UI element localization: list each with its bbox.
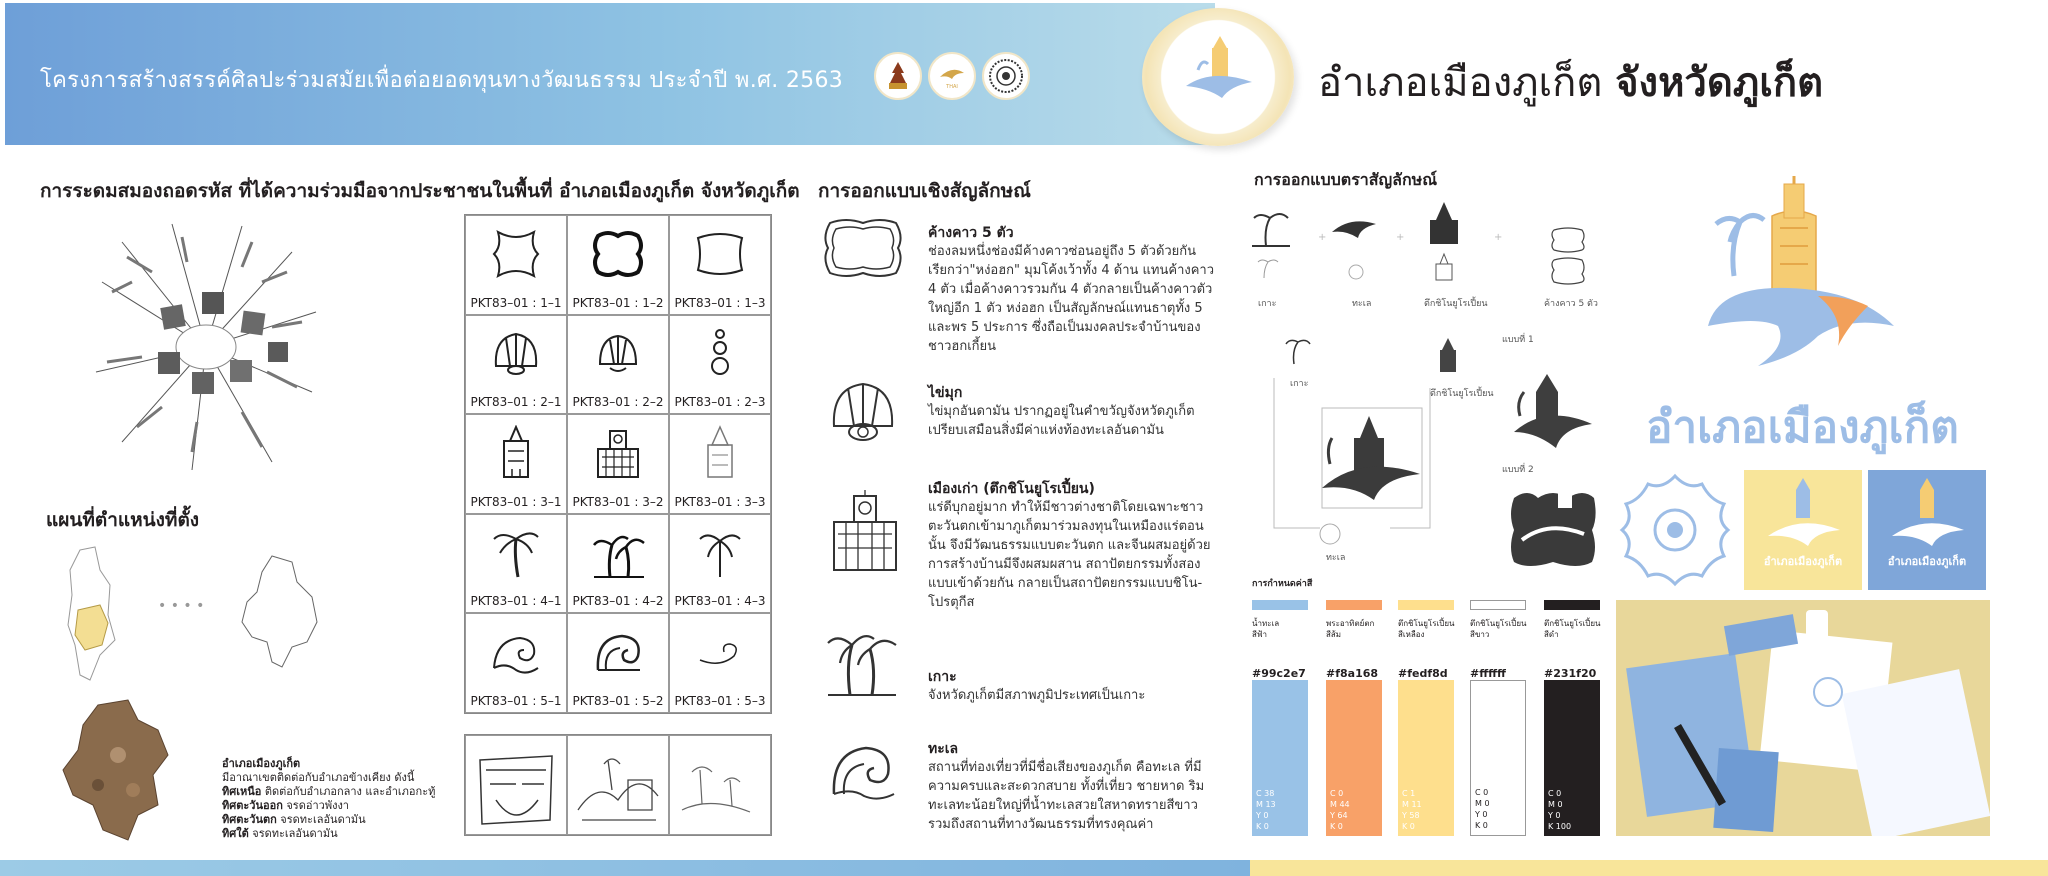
bottom-band-yellow <box>1250 860 2048 876</box>
swatch-chip <box>1326 600 1382 610</box>
swatch-bar <box>1398 680 1454 836</box>
svg-text:+: + <box>1318 232 1327 243</box>
grid-cell: PKT83–01 : 5–1 <box>465 613 567 713</box>
landscape-sketch-icon <box>568 740 668 836</box>
brainstorm-title: การระดมสมองถอดรหัส ที่ได้ความร่วมมือจากประชาชนในพื้นที่ อำเภอเมืองภูเก็ต จังหวัดภูเก็ต <box>40 180 800 202</box>
item-text-pearl: ไข่มุกอันดามัน ปรากฏอยู่ในคำขวัญจังหวัดภูเก็ต เปรียบเสมือนสิ่งมีค่าแห่งท้องทะเลอันดามัน <box>928 404 1195 438</box>
logo-icon <box>1142 8 1294 146</box>
grid-cell: PKT83–01 : 2–2 <box>567 315 669 415</box>
swatch-hex: #ffffff <box>1470 667 1506 680</box>
cmyk-value: K 0 <box>1330 822 1343 831</box>
emblem-seal-2 <box>928 52 976 100</box>
variant-1-icon <box>1506 372 1596 462</box>
item-heading-bats: ค้างคาว 5 ตัว <box>928 225 1014 241</box>
church-icon <box>690 425 750 481</box>
swatch-cmyk <box>1475 787 1490 831</box>
wave-icon <box>690 624 750 680</box>
cmyk-value: M 44 <box>1330 800 1350 809</box>
cmyk-value: Y 0 <box>1256 811 1269 820</box>
swatch-name <box>1470 618 1530 640</box>
cmyk-value: K 0 <box>1256 822 1269 831</box>
item-text-sea: สถานที่ท่องเที่ยวที่มีชื่อเสียงของภูเก็ต คือทะเล ที่มีความครบและสะดวกสบาย ทั้งที่เที่ยว ชายหาด ริมทะเลทะน้อยใหญ่ที่น้ำทะเลสวยใสหาดทรายสีขาว รวมถึงสถานที่ทางวัฒนธรรมที่ทรงคุณค่า <box>928 760 1205 832</box>
flow-label-building: ตึกชิโนยูโรเปี้ยน <box>1430 389 1494 399</box>
swatch-hex: #99c2e7 <box>1252 667 1306 680</box>
cmyk-value: M 13 <box>1256 800 1276 809</box>
cmyk-value: C 0 <box>1330 789 1344 798</box>
flow-label-island: เกาะ <box>1290 379 1309 389</box>
swatch-cmyk <box>1330 788 1350 832</box>
cmyk-value: M 0 <box>1475 799 1490 808</box>
cmyk-value: C 38 <box>1256 789 1275 798</box>
swatch-chip <box>1470 600 1526 610</box>
shell-icon <box>588 326 648 382</box>
map-title: แผนที่ตำแหน่งที่ตั้ง <box>46 509 200 531</box>
pearl-icon <box>690 326 750 382</box>
district-title: อำเภอเมืองภูเก็ต จังหวัดภูเก็ต <box>1318 60 1824 106</box>
wave-icon <box>588 624 648 680</box>
item-text-island: จังหวัดภูเก็ตมีสภาพภูมิประเทศเป็นเกาะ <box>928 688 1146 703</box>
wave-icon <box>828 738 898 804</box>
swatch-cmyk <box>1402 788 1422 832</box>
variant-1-label: แบบที่ 1 <box>1502 335 1534 345</box>
emblem-seal-1 <box>874 52 922 100</box>
map-dots: • • • • <box>158 598 205 614</box>
swatch-name <box>1398 618 1458 640</box>
item-heading-pearl: ไข่มุก <box>928 385 963 401</box>
construction-diagram-icon <box>1270 338 1500 558</box>
element-row <box>1250 198 1530 308</box>
tile-logo-icon <box>1744 470 1862 560</box>
sketch-photos <box>464 734 772 836</box>
swatch-name-line: ตึกชิโนยูโรเปี้ยน <box>1398 619 1455 628</box>
brainstorm-photo <box>92 222 320 472</box>
cmyk-value: K 0 <box>1475 821 1488 830</box>
swatch-name-line: สีฟ้า <box>1252 630 1268 639</box>
swatch-name-line: ตึกชิโนยูโรเปี้ยน <box>1544 619 1601 628</box>
palm-tree-icon <box>690 525 750 581</box>
cmyk-value: Y 64 <box>1330 811 1348 820</box>
project-title: โครงการสร้างสรรค์ศิลปะร่วมสมัยเพื่อต่อยอดทุนทางวัฒนธรรม ประจำปี พ.ศ. 2563 <box>40 68 844 93</box>
clock-tower-icon <box>826 488 904 574</box>
province-map <box>60 545 130 695</box>
cmyk-value: K 100 <box>1548 822 1572 831</box>
variant-2-label: แบบที่ 2 <box>1502 465 1534 475</box>
variant-1-logo <box>1506 372 1596 462</box>
palm-tree-icon <box>824 625 900 699</box>
grid-cell: PKT83–01 : 4–3 <box>669 514 771 614</box>
swatch-hex: #fedf8d <box>1398 667 1448 680</box>
swatch-name-line: น้ำทะเล <box>1252 619 1280 628</box>
swatch-name-line: สีเหลือง <box>1398 630 1425 639</box>
building-icon <box>486 425 546 481</box>
final-logo-text: อำเภอเมืองภูเก็ต <box>1646 402 1959 453</box>
bat-frame-icon <box>820 215 906 281</box>
cmyk-value: Y 0 <box>1548 811 1561 820</box>
bat-frame-icon <box>1548 226 1588 286</box>
mandala-seal-icon <box>987 57 1025 95</box>
wave-icon <box>486 624 546 680</box>
swatch-chip <box>1544 600 1600 610</box>
grid-cell: PKT83–01 : 1–2 <box>567 215 669 315</box>
temple-seal-icon <box>881 59 915 93</box>
tile-logo-icon <box>1868 470 1986 560</box>
grid-cell: PKT83–01 : 2–3 <box>669 315 771 415</box>
grid-cell: PKT83–01 : 1–3 <box>669 215 771 315</box>
swatch-name-line: ตึกชิโนยูโรเปี้ยน <box>1470 619 1527 628</box>
bat-frames-small <box>1548 226 1588 286</box>
shell-icon <box>486 326 546 382</box>
swatch-name-line: สีดำ <box>1544 630 1559 639</box>
bat-frame-icon <box>588 226 648 282</box>
sketch-photo <box>669 735 771 835</box>
palette-title: การกำหนดค่าสี <box>1252 579 1313 589</box>
swatch-name <box>1544 618 1604 640</box>
cmyk-value: C 0 <box>1548 789 1562 798</box>
stationery-mockup <box>1616 600 1990 836</box>
swatch-chip <box>1398 600 1454 610</box>
terrain-map-icon <box>58 695 178 845</box>
district-outline-map <box>232 552 324 672</box>
bird-seal-icon <box>935 59 969 93</box>
variant-2-icon <box>1508 478 1598 570</box>
cmyk-value: C 0 <box>1475 788 1489 797</box>
svg-text:THAI: THAI <box>946 84 958 90</box>
swatch-bar <box>1544 680 1600 836</box>
cmyk-value: Y 0 <box>1475 810 1488 819</box>
pattern-tile <box>1616 470 1734 590</box>
district-logo-badge <box>1142 8 1294 146</box>
grid-cell: PKT83–01 : 3–2 <box>567 414 669 514</box>
swatch-cmyk <box>1256 788 1276 832</box>
swatch-name-line: สีส้ม <box>1326 630 1342 639</box>
cmyk-value: M 0 <box>1548 800 1563 809</box>
swatch-name-line: สีขาว <box>1470 630 1490 639</box>
bottom-band-blue <box>0 860 1250 876</box>
district-outline-icon <box>232 552 324 672</box>
item-heading-sea: ทะเล <box>928 741 959 757</box>
bat-frame-graphic <box>820 215 906 285</box>
grid-cell: PKT83–01 : 3–1 <box>465 414 567 514</box>
pearl-shell-graphic <box>826 378 900 452</box>
location-text: อำเภอเมืองภูเก็ต มีอาณาเขตติดต่อกับอำเภอข้างเคียง ดังนี้ ทิศเหนือ ติดต่อกับอำเภอกลาง และอำเภอกะทู้ ทิศตะวันออก จรดอ่าวพังงา ทิศตะวันตก จรดทะเลอันดามัน ทิศใต้ จรดทะเลอันดามัน <box>222 757 436 840</box>
grid-cell: PKT83–01 : 4–2 <box>567 514 669 614</box>
swatch-hex: #231f20 <box>1544 667 1597 680</box>
pattern-ornament-icon <box>1616 470 1734 590</box>
swatch-name-line: พระอาทิตย์ตก <box>1326 619 1375 628</box>
grid-cell: PKT83–01 : 4–1 <box>465 514 567 614</box>
item-text-oldtown: แร่ดีบุกอยู่มาก ทำให้มีชาวต่างชาติโดยเฉพาะชาวตะวันตกเข้ามาภูเก็ตมาร่วมลงทุนในเหมืองแร่ตอนนั้น จึงมีวัฒนธรรมแบบตะวันตก และจีนผสมอยู่ด้วย การสร้างบ้านมีจึงผสมผสาน สถาปัตยกรรมทั้งสองแบบเข้าด้วยกัน กลายเป็นสถาปัตยกรรมแบบชิโน-โปรตุกีส <box>928 500 1211 610</box>
swatch-bar <box>1470 680 1526 836</box>
clock-tower-graphic <box>826 488 904 578</box>
svg-text:+: + <box>1396 232 1405 243</box>
clock-tower-icon <box>588 425 648 481</box>
sketch-grid <box>464 214 772 714</box>
item-text-bats: ช่องลมหนึ่งช่องมีค้างคาวซ่อนอยู่ถึง 5 ตัวด้วยกัน เรียกว่า"หง่อฮก" มุมโค้งเว้าทั้ง 4 ด้าน แทนค้างคาว 4 ตัว เมื่อค้างคาวรวมกัน 4 ตัวกลายเป็นค้างคาวตัวใหญ่อีก 1 ตัว หง่อฮก เป็นสัญลักษณ์แทนธาตุทั้ง 5 และพร 5 ประการ ซึ่งถือเป็นมงคลประจำบ้านของชาวฮกเกี้ยน <box>928 244 1215 354</box>
province-map-icon <box>60 545 130 695</box>
cmyk-value: K 0 <box>1402 822 1415 831</box>
swatch-bar <box>1326 680 1382 836</box>
grid-cell: PKT83–01 : 1–1 <box>465 215 567 315</box>
palm-tree-icon <box>588 525 648 581</box>
final-logo-mark <box>1698 176 1898 386</box>
island-sketch-icon <box>670 740 770 836</box>
cmyk-value: M 11 <box>1402 800 1422 809</box>
symbolic-title: การออกแบบเชิงสัญลักษณ์ <box>818 180 1031 202</box>
grid-cell: PKT83–01 : 2–1 <box>465 315 567 415</box>
item-heading-island: เกาะ <box>928 669 957 685</box>
variant-2-logo <box>1508 478 1598 570</box>
element-label-building: ตึกชิโนยูโรเปี้ยน <box>1424 299 1488 309</box>
tile-blue: อำเภอเมืองภูเก็ต <box>1868 470 1986 590</box>
grid-cell: PKT83–01 : 5–2 <box>567 613 669 713</box>
element-label-bats: ค้างคาว 5 ตัว <box>1544 299 1598 309</box>
item-heading-oldtown: เมืองเก่า (ตึกชิโนยูโรเปี้ยน) <box>928 481 1095 497</box>
element-label-island: เกาะ <box>1258 299 1277 309</box>
final-logo-icon <box>1698 176 1898 386</box>
emblem-elements-icon <box>1250 198 1530 308</box>
swatch-cmyk <box>1548 788 1571 832</box>
stationery-icon <box>1616 600 1990 836</box>
swatch-bar <box>1252 680 1308 836</box>
sketch-photo <box>567 735 669 835</box>
emblem-title: การออกแบบตราสัญลักษณ์ <box>1254 170 1438 189</box>
island-graphic <box>824 625 900 703</box>
flow-label-sea: ทะเล <box>1326 553 1346 563</box>
pearl-shell-icon <box>826 378 900 448</box>
brainstorm-sketch-icon <box>92 222 320 472</box>
grid-cell: PKT83–01 : 5–3 <box>669 613 771 713</box>
bat-frame-icon <box>690 226 750 282</box>
element-label-sea: ทะเล <box>1352 299 1372 309</box>
cmyk-value: Y 58 <box>1402 811 1420 820</box>
palm-tree-icon <box>486 525 546 581</box>
swatch-name <box>1326 618 1386 640</box>
bat-frame-icon <box>486 226 546 282</box>
building-sketch-icon <box>466 740 566 836</box>
district-terrain-map <box>58 695 178 845</box>
emblem-construction <box>1270 338 1500 558</box>
grid-cell: PKT83–01 : 3–3 <box>669 414 771 514</box>
wave-graphic <box>828 738 898 808</box>
swatch-chip <box>1252 600 1308 610</box>
tile-yellow: อำเภอเมืองภูเก็ต <box>1744 470 1862 590</box>
svg-text:+: + <box>1494 232 1503 243</box>
swatch-hex: #f8a168 <box>1326 667 1379 680</box>
emblem-seal-3 <box>982 52 1030 100</box>
cmyk-value: C 1 <box>1402 789 1416 798</box>
swatch-name <box>1252 618 1312 640</box>
sketch-photo <box>465 735 567 835</box>
